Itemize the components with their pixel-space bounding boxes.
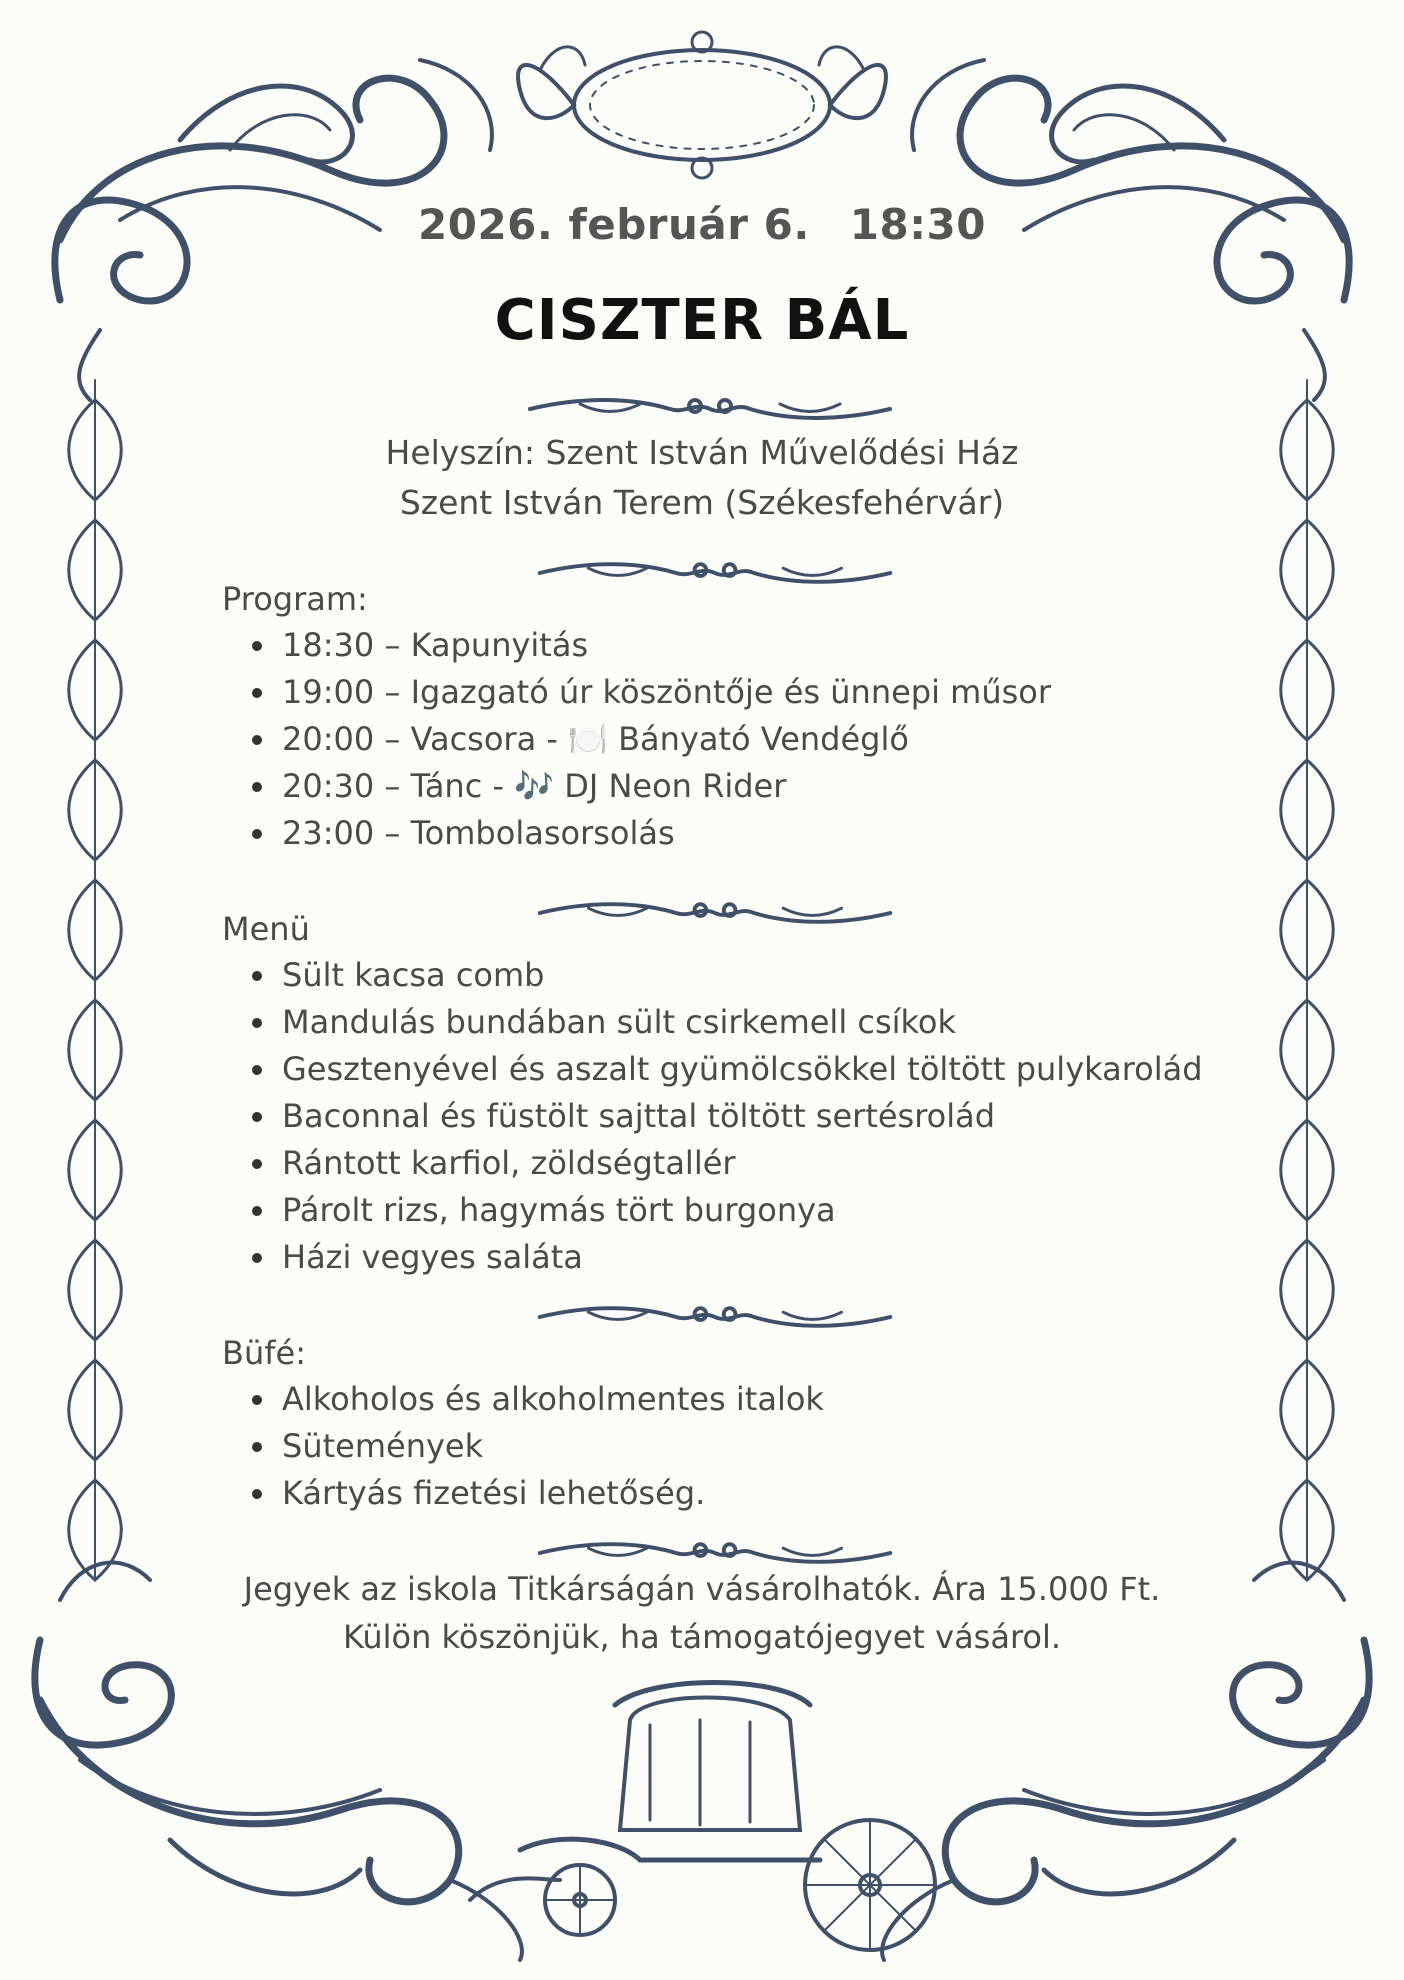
list-item: 23:00 – Tombolasorsolás xyxy=(252,810,1222,857)
list-item: Mandulás bundában sült csirkemell csíkok xyxy=(252,999,1222,1046)
event-time: 18:30 xyxy=(849,200,986,249)
list-item: Gesztenyével és aszalt gyümölcsökkel töltött pulykarolád xyxy=(252,1046,1222,1093)
carriage-icon xyxy=(470,1683,935,1951)
list-item: Házi vegyes saláta xyxy=(252,1234,1222,1281)
list-item: Rántott karfiol, zöldségtallér xyxy=(252,1140,1222,1187)
divider-ornament-icon xyxy=(520,392,900,426)
list-item: Baconnal és füstölt sajttal töltött sertésrolád xyxy=(252,1093,1222,1140)
list-item: Párolt rizs, hagymás tört burgonya xyxy=(252,1187,1222,1234)
list-item: 20:30 – Tánc - 🎶 DJ Neon Rider xyxy=(252,763,1222,810)
program-list xyxy=(222,622,1222,857)
event-date-time xyxy=(0,200,1404,249)
list-item: Sütemények xyxy=(252,1423,1222,1470)
menu-list xyxy=(222,952,1222,1281)
program-section xyxy=(222,576,1222,857)
ticket-info-line-1: Jegyek az iskola Titkárságán vásárolhatók. Ára 15.000 Ft. xyxy=(243,1570,1161,1608)
event-title: CISZTER BÁL xyxy=(494,288,910,353)
right-border-pattern-icon xyxy=(1281,380,1334,1580)
buffet-heading: Büfé: xyxy=(222,1334,306,1372)
location-line-1: Helyszín: Szent István Művelődési Ház xyxy=(385,433,1019,472)
ticket-info xyxy=(0,1565,1404,1661)
menu-section xyxy=(222,906,1222,1281)
buffet-section xyxy=(222,1330,1222,1517)
list-item: Sült kacsa comb xyxy=(252,952,1222,999)
list-item: Kártyás fizetési lehetőség. xyxy=(252,1470,1222,1517)
event-date: 2026. február 6. xyxy=(418,200,810,249)
program-heading: Program: xyxy=(222,580,368,618)
list-item: Alkoholos és alkoholmentes italok xyxy=(252,1376,1222,1423)
left-border-pattern-icon xyxy=(69,380,122,1580)
divider-ornament-icon xyxy=(530,1300,900,1334)
location-block xyxy=(0,428,1404,528)
list-item: 19:00 – Igazgató úr köszöntője és ünnepi műsor xyxy=(252,669,1222,716)
list-item: 20:00 – Vacsora - 🍽️ Bányató Vendéglő xyxy=(252,716,1222,763)
buffet-list xyxy=(222,1376,1222,1517)
top-medallion-icon xyxy=(518,32,886,178)
ticket-info-line-2: Külön köszönjük, ha támogatójegyet vásárol. xyxy=(342,1618,1062,1656)
list-item: 18:30 – Kapunyitás xyxy=(252,622,1222,669)
location-line-2: Szent István Terem (Székesfehérvár) xyxy=(399,483,1005,522)
menu-heading: Menü xyxy=(222,910,310,948)
